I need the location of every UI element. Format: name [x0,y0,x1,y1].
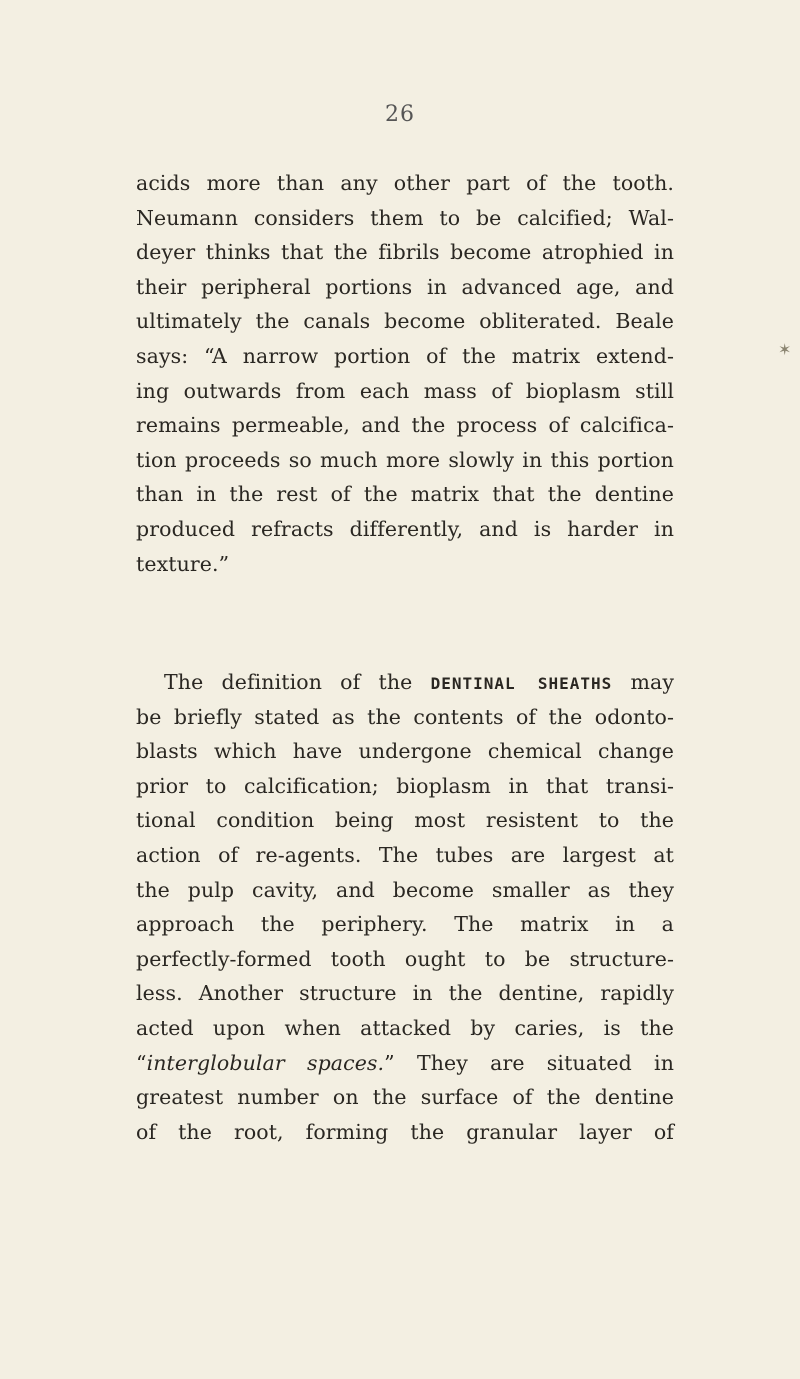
paragraph-2 [136,665,674,1149]
text-line: tion proceeds so much more slowly in this portion [136,447,674,472]
text-line: less. Another structure in the dentine, rapidly [136,981,674,1006]
text-line: be briefly stated as the contents of the odonto- [136,704,674,729]
text-line [136,665,674,700]
interglobular-spaces-term: interglobular spaces. [146,1050,385,1075]
text-line: approach the periphery. The matrix in a [136,912,674,937]
text-line: greatest number on the surface of the dentine [136,1085,674,1110]
text-line: ultimately the canals become obliterated. Beale [136,309,674,334]
text-line: their peripheral portions in advanced age, and [136,274,674,299]
text-line: remains permeable, and the process of calcifica- [136,413,674,438]
text-line: of the root, forming the granular layer of [136,1119,674,1144]
text-line: the pulp cavity, and become smaller as they [136,877,674,902]
page-number: 26 [385,102,415,127]
text-line: tional condition being most resistent to the [136,808,674,833]
text-line: deyer thinks that the fibrils become atrophied in [136,240,674,265]
text-line: prior to calcification; bioplasm in that transi- [136,773,674,798]
margin-mark: ✶ [778,340,792,359]
text-line: action of re-agents. The tubes are largest at [136,842,674,867]
text-line: says: “A narrow portion of the matrix extend- [136,343,674,368]
text-line: Neumann considers them to be calcified; Wal- [136,205,674,230]
text-line: acids more than any other part of the tooth. [136,171,674,195]
text-line: blasts which have undergone chemical change [136,739,674,764]
text-fragment: ” They are situated in [384,1050,675,1075]
paragraph-1 [136,166,674,581]
text-line [136,1046,674,1081]
text-line: produced refracts differently, and is harder in [136,516,674,541]
text-fragment: The definition of the [164,670,413,694]
text-fragment: “ [136,1050,147,1075]
text-line: acted upon when attacked by caries, is the [136,1015,674,1040]
text-line: texture.” [136,551,230,576]
text-line: than in the rest of the matrix that the dentine [136,482,674,507]
dentinal-sheaths-term: DENTINAL SHEATHS [430,674,613,693]
text-line: ing outwards from each mass of bioplasm still [136,378,674,403]
text-fragment: may [630,670,674,694]
text-line: perfectly-formed tooth ought to be structure- [136,946,674,971]
